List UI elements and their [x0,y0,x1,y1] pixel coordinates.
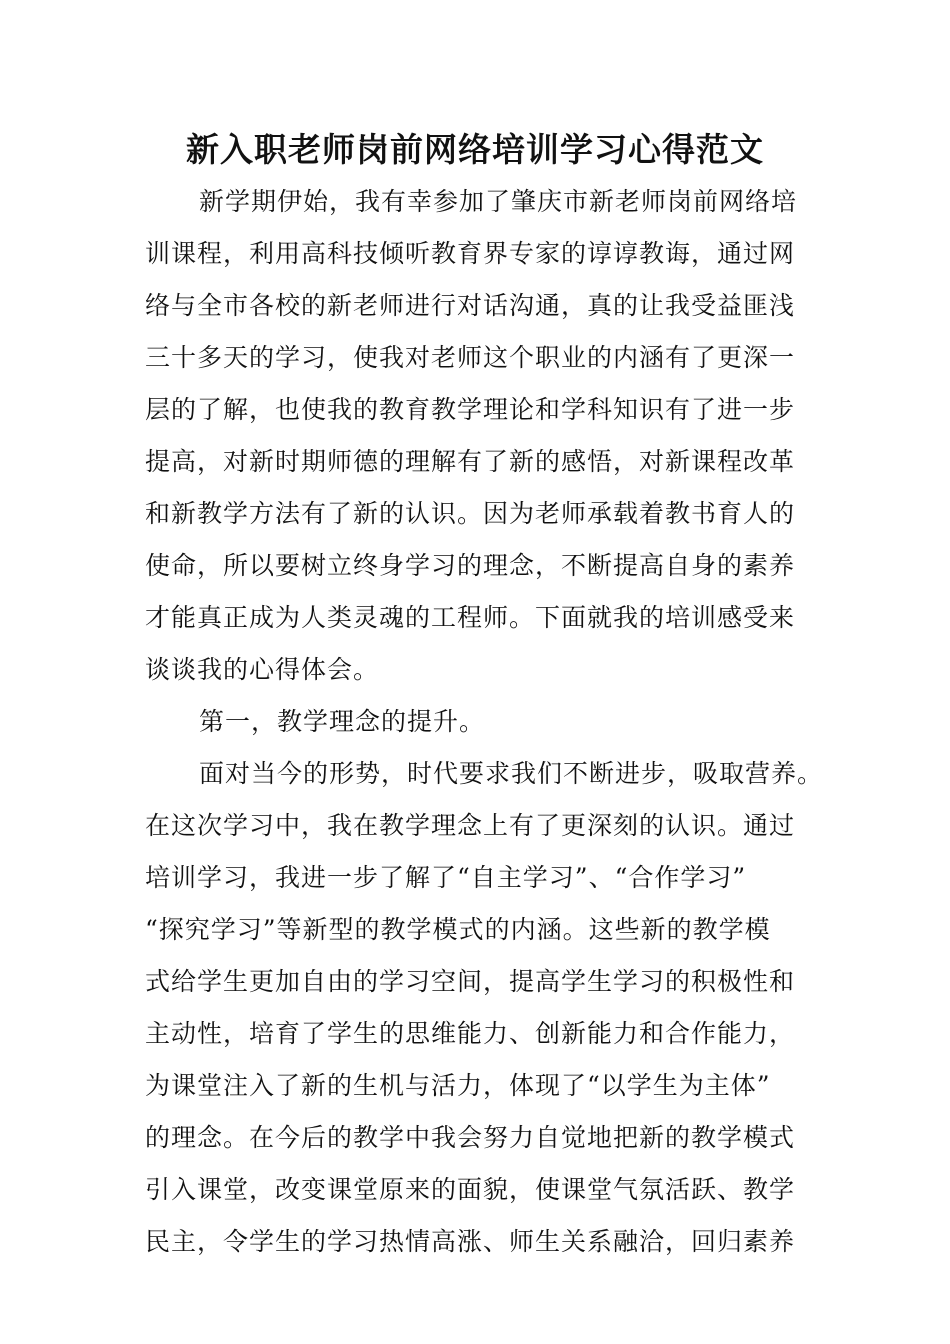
text-line: 络与全市各校的新老师进行对话沟通，真的让我受益匪浅 [145,291,796,320]
text-line: 的理念。在今后的教学中我会努力自觉地把新的教学模式 [145,1123,796,1152]
document-title: 新入职老师岗前网络培训学习心得范文 [186,130,764,169]
text-line: 为课堂注入了新的生机与活力，体现了“以学生为主体” [145,1071,771,1100]
text-line: 式给学生更加自由的学习空间，提高学生学习的积极性和 [145,967,796,996]
text-line: 在这次学习中，我在教学理念上有了更深刻的认识。通过 [145,811,796,840]
text-line: 谈谈我的心得体会。 [145,655,380,684]
text-line: 三十多天的学习，使我对老师这个职业的内涵有了更深一 [145,343,796,372]
text-line: 才能真正成为人类灵魂的工程师。下面就我的培训感受来 [145,603,796,632]
text-line: 和新教学方法有了新的认识。因为老师承载着教书育人的 [145,499,796,528]
text-line: “探究学习”等新型的教学模式的内涵。这些新的教学模 [145,915,771,944]
text-line: 提高，对新时期师德的理解有了新的感悟，对新课程改革 [145,447,796,476]
text-line: 新学期伊始，我有幸参加了肇庆市新老师岗前网络培 [199,187,798,216]
text-line: 第一，教学理念的提升。 [199,707,486,736]
text-line: 培训学习，我进一步了解了“自主学习”、“合作学习” [145,863,747,892]
text-line: 使命，所以要树立终身学习的理念，不断提高自身的素养 [145,551,796,580]
text-line: 民主，令学生的学习热情高涨、师生关系融洽，回归素养 [145,1227,796,1256]
text-line: 训课程，利用高科技倾听教育界专家的谆谆教诲，通过网 [145,239,796,268]
text-line: 层的了解，也使我的教育教学理论和学科知识有了进一步 [145,395,796,424]
text-line: 主动性，培育了学生的思维能力、创新能力和合作能力， [145,1019,796,1048]
text-line: 引入课堂，改变课堂原来的面貌，使课堂气氛活跃、教学 [145,1175,796,1204]
document-body [145,176,835,1268]
text-line: 面对当今的形势，时代要求我们不断进步，吸取营养。 [199,759,824,788]
